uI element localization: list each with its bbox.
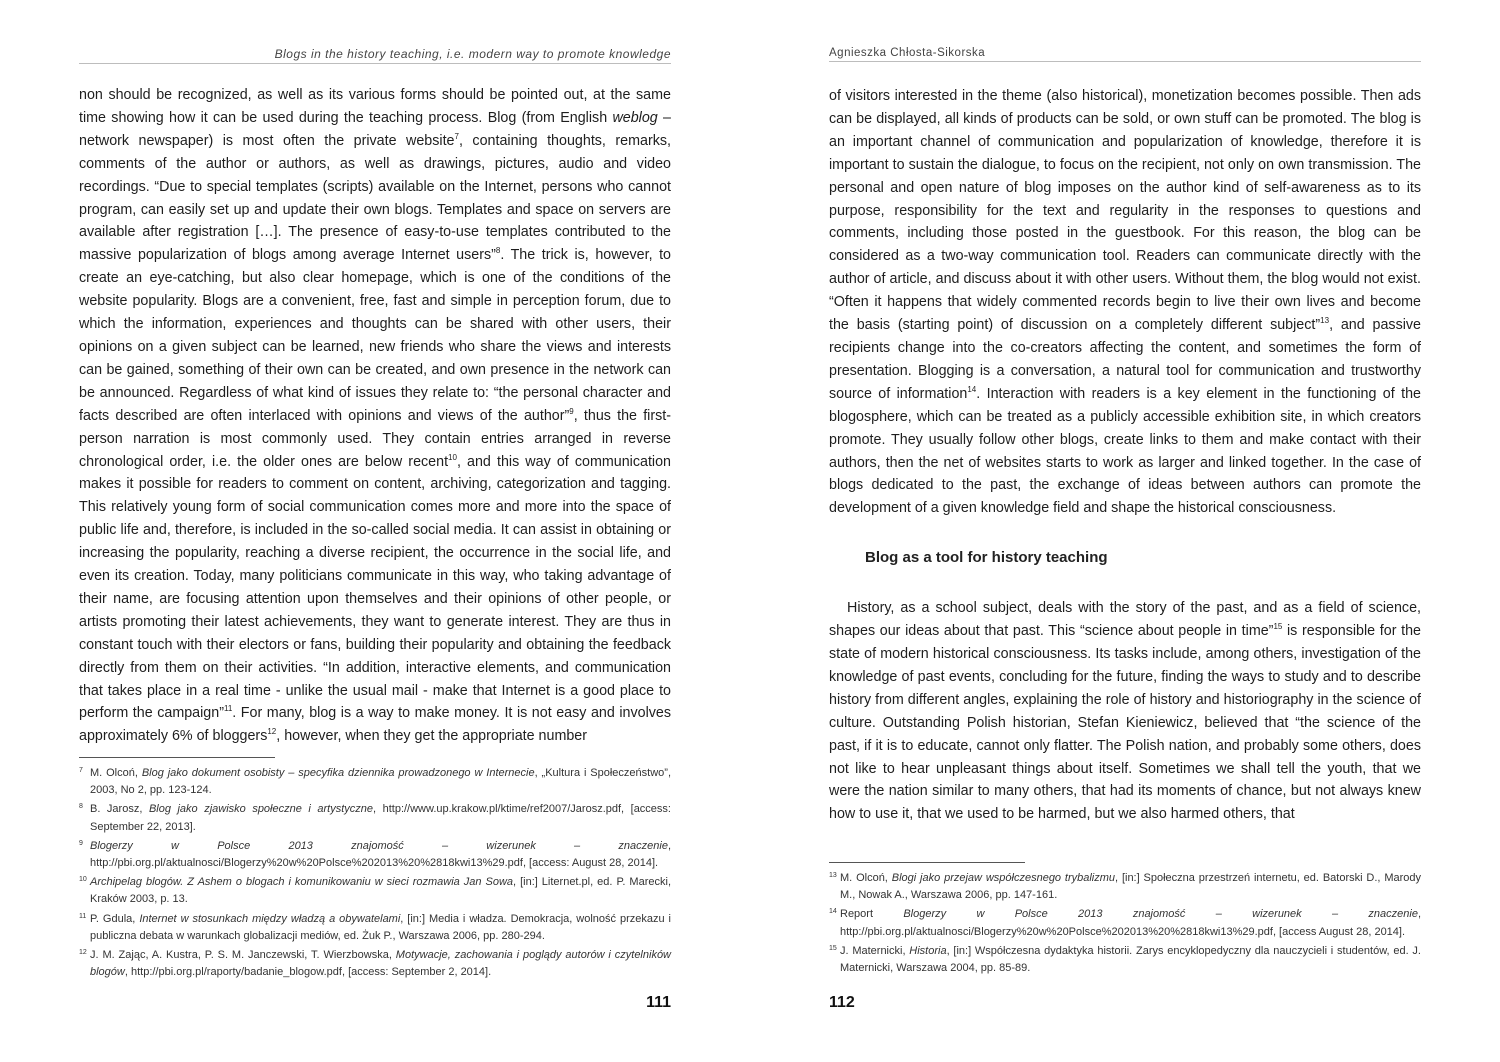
footnote-number: 11 [79,912,87,920]
running-head: Blogs in the history teaching, i.e. modern way to promote knowledge [79,47,671,64]
text-run: , „Kultura i Społeczeństwo”, 2003, No 2, pp. 123-124. [90,767,672,797]
paragraph [79,84,671,748]
text-run: . The trick is, however, to create an eye-catching, but also clear homepage, which is one of the conditions of the website popularity. Blogs are a convenient, free, fast and simple in perception forum, due to which the information, experiences and thoughts can be shared with other users, their opinions on a given subject can be learned, new friends who share the views and interests can be gained, something of their own can be created, and own presence in the network can be announced. Regardless of what kind of issues they relate to: “the personal character and facts described are often interlaced with opinions and views of the author” [79,247,671,424]
text-run: . Interaction with readers is a key element in the functioning of the blogosphere, which can be treated as a publicly accessible exhibition site, in which creators promote. They usually follow other blogs, create links to them and make contact with their authors, then the net of websites starts to work as larger and linked together. In the case of blogs dedicated to the past, the exchange of ideas between authors can promote the development of a given knowledge field and shape the historical consciousness. [829,385,1421,517]
footnotes [829,862,1421,979]
footnote-ref: 12 [267,727,277,737]
footnote-text [90,911,671,945]
text-run-italic: Historia [909,944,947,957]
text-run: M. Olcoń, [840,872,892,884]
running-head: Agnieszka Chłosta-Sikorska [829,47,1421,62]
text-run-italic: Blogerzy w Polsce 2013 znajomość – wizerunek – znaczenie [90,839,668,852]
footnote-text [90,874,671,908]
section-heading: Blog as a tool for history teaching [865,549,1108,567]
footnote-text [90,838,671,872]
footnote [829,943,1421,977]
text-run-italic: Blog jako zjawisko społeczne i artystyczne [148,803,373,816]
text-run: , http://pbi.org.pl/aktualnosci/Blogerzy%20w%20Polsce%202013%20%2818kwi13%29.pdf, [access August 28, 2014]. [840,908,1422,938]
text-run-emphasis: weblog [612,109,658,126]
footnote-ref: 10 [448,452,457,462]
footnote-number: 10 [79,876,87,884]
text-run: – network newspaper) is most often the private website [79,109,671,149]
text-run-italic: Motywacje, zachowania i poglądy autorów i czytelników blogów [90,949,672,979]
footnote-ref: 14 [967,384,977,394]
page-number: 112 [829,994,855,1011]
text-run: M. Olcoń, [90,767,142,779]
text-run: J. Maternicki, [840,944,910,957]
text-run: , thus the first-person narration is most commonly used. They contain entries arranged in reverse chronological order, i.e. the older ones are below recent [79,407,671,470]
text-run: , [in:] Współczesna dydaktyka historii. Zarys encyklopedyczny dla nauczycieli i studentów, ed. J. Maternicki, Warszawa 2004, pp. 85-89. [840,944,1421,975]
text-run: B. Jarosz, [90,803,149,816]
spacer [829,520,1421,529]
text-run-italic: Blog jako dokument osobisty – specyfika dziennika prowadzonego w Internecie [141,767,535,779]
footnote-ref: 15 [1273,622,1283,632]
text-run: , http://pbi.org.pl/raporty/badanie_blogow.pdf, [access: September 2, 2014]. [124,966,492,979]
footnote-number: 12 [79,949,87,957]
footnote-rule [829,862,1025,863]
left-page [79,0,671,1062]
paragraph [829,597,1421,826]
footnote-ref: 8 [495,246,501,256]
page-number: 111 [646,994,671,1011]
footnote-number: 8 [79,803,83,811]
footnote-text [840,943,1421,977]
text-run: . For many, blog is a way to make money. It is not easy and involves approximately 6% of bloggers [79,705,672,745]
text-run: , [in:] Społeczna przestrzeń internetu, ed. Batorski D., Marody M., Nowak A., Warszawa 2006, pp. 147-161. [840,872,1421,902]
footnote [79,874,671,908]
footnote-text [90,947,671,981]
footnote [829,906,1421,940]
text-run: , http://www.up.krakow.pl/ktime/ref2007/Jarosz.pdf, [access: September 22, 2013]. [90,803,671,833]
text-run: P. Gdula, [90,912,140,925]
footnote [79,765,671,799]
text-run: is responsible for the state of modern historical consciousness. Its tasks include, among others, investigation of the knowledge of past events, concluding for the future, finding the ways to study and to describe history from different angles, explaining the role of history and historiography in the science of culture. Outstanding Polish historian, Stefan Kieniewicz, believed that “the science of the past, if it is to educate, cannot only flatter. The Polish nation, and probably some others, does not like to hear unpleasant things about itself. Sometimes we shall tell the youth, that we were the nation similar to many others, that had its moments of chance, but not always knew how to use it, that we used to be harmed, but we also harmed others, that [829,623,1421,823]
text-run: , http://pbi.org.pl/aktualnosci/Blogerzy%20w%20Polsce%202013%20%2818kwi13%29.pdf, [access: August 28, 2014]. [90,839,671,870]
text-run-italic: Blogerzy w Polsce 2013 znajomość – wizerunek – znaczenie [903,908,1418,921]
right-page [829,0,1421,1062]
text-run: , [in:] Media i władza. Demokracja, wolność przekazu i publiczna debata w warunkach globalizacji mediów, ed. Żuk P., Warszawa 2006, pp. 280-294. [90,912,672,942]
footnotes [79,757,671,983]
text-run: History, as a school subject, deals with the story of the past, and as a field of science, shapes our ideas about that past. This “science about people in time” [829,600,1421,640]
footnote-number: 15 [829,944,837,952]
footnote-text [840,906,1421,940]
text-run: J. M. Zając, A. Kustra, P. S. M. Janczewski, T. Wierzbowska, [90,949,396,962]
text-run: non should be recognized, as well as its various forms should be pointed out, at the same time showing how it can be used during the teaching process. Blog (from English [79,87,671,126]
footnote-ref: 7 [454,131,459,141]
footnote-number: 9 [79,839,83,847]
text-run: , and this way of communication makes it possible for readers to comment on content, archiving, categorization and tagging. This relatively young form of social communication comes more and more into the space of public life and, therefore, is included in the so-called social media. It can assist in obtaining or increasing the popularity, reaching a diverse recipient, the occurrence in the social life, and even its creation. Today, many politicians communicate in this way, who taking advantage of their name, are focusing attention upon themselves and their opinions of other people, or artists promoting their latest achievements, they want to generate interest. They are thus in constant touch with their electors or fans, building their popularity and obtaining the feedback directly from them on their activities. “In addition, interactive elements, and communication that takes place in a real time - unlike the usual mail - make that Internet is a good place to perform the campaign” [79,453,671,722]
text-run: , [in:] Liternet.pl, ed. P. Marecki, Kraków 2003, p. 13. [90,876,671,906]
footnote-text [90,801,671,835]
text-run-italic: Internet w stosunkach między władzą a obywatelami [139,912,401,925]
text-run: of visitors interested in the theme (also historical), monetization becomes possible. Then ads can be displayed, all kinds of products can be sold, or own stuff can be promoted. The blog is an important channel of communication and popularization of knowledge, therefore it is important to sustain the dialogue, to focus on the recipient, not only on own transmission. The personal and open nature of blog imposes on the author kind of self-awareness as to its purpose, responsibility for the text and regularity in the responses to questions and comments, including those posted in the guestbook. For this reason, the blog can be considered as a two-way communication tool. Readers can communicate directly with the author of article, and discuss about it with other users. Without them, the blog would not exist. “Often it happens that widely commented records begin to live their own lives and become the basis (starting point) of discussion on a completely different subject” [829,88,1421,334]
text-run: , containing thoughts, remarks, comments of the author or authors, as well as drawings, pictures, audio and video recordings. “Due to special templates (scripts) available on the Internet, persons who cannot program, can easily set up and update their own blogs. Templates and space on servers are available after registration […]. The presence of easy-to-use templates contributed to the massive popularization of blogs among average Internet users” [79,132,671,264]
text-run-italic: Blogi jako przejaw współczesnego trybalizmu [891,872,1116,884]
footnote [79,838,671,872]
footnote-ref: 11 [223,704,233,714]
footnote-ref: 13 [1320,316,1330,326]
footnote-number: 7 [79,767,83,774]
text-run: Report [840,908,904,921]
footnote-number: 13 [829,872,837,879]
footnote [79,911,671,945]
footnote-number: 14 [829,908,837,916]
footnote-ref: 9 [569,406,574,416]
footnote [79,947,671,981]
text-run-italic: Archipelag blogów. Z Ashem o blogach i komunikowaniu w sieci rozmawia Jan Sowa [90,876,514,889]
footnote-text [90,765,671,799]
footnote [829,870,1421,904]
body-text [79,84,671,748]
body-text [829,85,1421,826]
text-run: , and passive recipients change into the co-creators affecting the content, and sometimes the form of presentation. Blogging is a conversation, a natural tool for communication and trustworthy source of information [829,317,1421,402]
footnote-text [840,870,1421,904]
footnote [79,801,671,835]
footnote-rule [79,757,275,758]
paragraph [829,85,1421,520]
text-run: , however, when they get the appropriate number [276,728,588,745]
